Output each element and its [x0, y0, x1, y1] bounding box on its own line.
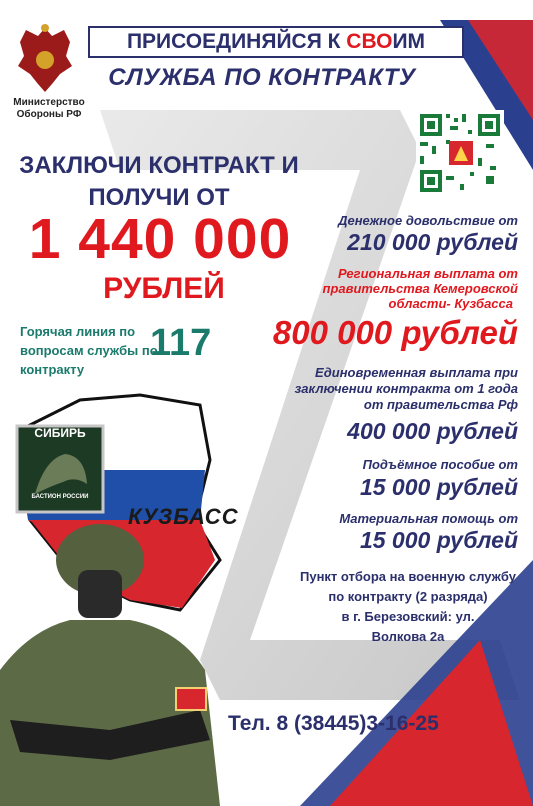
address-line-2: по контракту (2 разряда) [328, 589, 488, 604]
lump-caption-2: заключении контракта от 1 года [294, 381, 518, 396]
regional-caption-3: области- Кузбасса [388, 296, 513, 311]
hotline-text: Горячая линия по вопросам службы по контракту [20, 324, 158, 377]
join-prefix: ПРИСОЕДИНЯЙСЯ К [126, 30, 347, 53]
regional-caption-2: правительства Кемеровской [322, 281, 518, 296]
join-suffix: ИМ [392, 30, 426, 53]
soldier-image [0, 520, 230, 806]
allowance-caption: Денежное довольствие от [338, 213, 518, 228]
material-caption: Материальная помощь от [339, 511, 518, 526]
allowance-value: 210 000 рублей [347, 229, 518, 255]
join-banner [88, 26, 464, 58]
address-line-1: Пункт отбора на военную службу [300, 569, 516, 584]
regional-caption-1: Региональная выплата от [337, 266, 518, 281]
offer-amount: 1 440 000 [28, 207, 292, 271]
address-line-3: в г. Березовский: ул. [341, 609, 475, 624]
double-headed-eagle-emblem [12, 22, 78, 94]
offer-line-1: ЗАКЛЮЧИ КОНТРАКТ И [19, 152, 299, 179]
patch-title: СИБИРЬ [34, 426, 86, 440]
recruitment-address [290, 567, 526, 647]
offer-heading [18, 150, 300, 214]
regional-value: 800 000 рублей [272, 314, 518, 351]
lifting-caption: Подъёмное пособие от [362, 457, 518, 472]
offer-line-2: ПОЛУЧИ ОТ [88, 184, 230, 211]
offer-currency: РУБЛЕЙ [103, 272, 225, 305]
ministry-label: Министерство Обороны РФ [13, 97, 85, 120]
hotline-number[interactable]: 117 [150, 322, 212, 364]
lifting-value: 15 000 рублей [359, 474, 518, 500]
region-name: КУЗБАСС [128, 504, 239, 529]
address-line-4: Волкова 2а [371, 629, 445, 644]
lump-value: 400 000 рублей [347, 418, 518, 444]
material-value: 15 000 рублей [359, 527, 518, 553]
join-accent: СВО [346, 30, 393, 53]
qr-code[interactable] [416, 110, 504, 196]
patch-subtitle: БАСТИОН РОССИИ [31, 494, 89, 500]
lump-caption-3: от правительства Рф [363, 397, 518, 412]
lump-caption-1: Единовременная выплата при [315, 365, 518, 380]
phone-number[interactable]: Тел. 8 (38445)3-16-25 [228, 712, 439, 735]
service-title: СЛУЖБА ПО КОНТРАКТУ [108, 64, 416, 91]
